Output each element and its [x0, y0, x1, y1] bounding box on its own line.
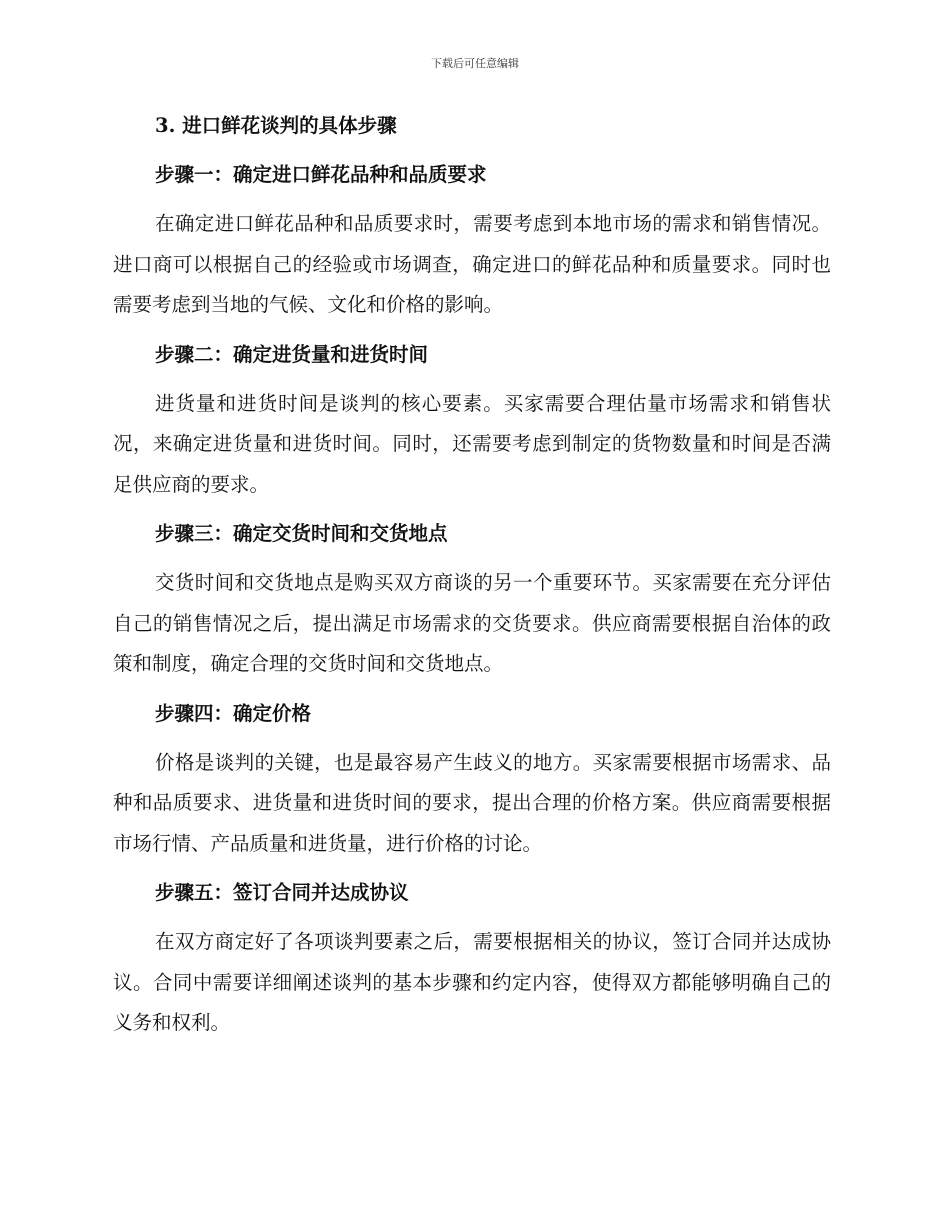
step-1-heading: 步骤一：确定进口鲜花品种和品质要求 — [155, 163, 487, 186]
step-3-paragraph: 交货时间和交货地点是购买双方商谈的另一个重要环节。买家需要在充分评估自己的销售情况之后，提出满足市场需求的交货要求。供应商需要根据自治体的政策和制度，确定合理的交货时间和交货地点。 — [113, 571, 831, 675]
step-3-heading: 步骤三：确定交货时间和交货地点 — [155, 522, 448, 545]
step-1-paragraph: 在确定进口鲜花品种和品质要求时，需要考虑到本地市场的需求和销售情况。进口商可以根据自己的经验或市场调查，确定进口的鲜花品种和质量要求。同时也需要考虑到当地的气候、文化和价格的影响。 — [113, 212, 831, 316]
document-body — [113, 112, 831, 1059]
step-4-heading: 步骤四：确定价格 — [155, 701, 312, 725]
step-2-heading: 步骤二：确定进货量和进货时间 — [155, 342, 429, 366]
step-4-paragraph: 价格是谈判的关键，也是最容易产生歧义的地方。买家需要根据市场需求、品种和品质要求、进货量和进货时间的要求，提出合理的价格方案。供应商需要根据市场行情、产品质量和进货量，进行价格的讨论。 — [113, 750, 831, 855]
section-title: 3. 进口鲜花谈判的具体步骤 — [155, 114, 397, 137]
header-note: 下载后可任意编辑 — [431, 57, 519, 70]
step-5-paragraph: 在双方商定好了各项谈判要素之后，需要根据相关的协议，签订合同并达成协议。合同中需要详细阐述谈判的基本步骤和约定内容，使得双方都能够明确自己的义务和权利。 — [113, 930, 831, 1034]
step-5-heading: 步骤五：签订合同并达成协议 — [155, 881, 409, 904]
step-2-paragraph: 进货量和进货时间是谈判的核心要素。买家需要合理估量市场需求和销售状况，来确定进货量和进货时间。同时，还需要考虑到制定的货物数量和时间是否满足供应商的要求。 — [113, 391, 831, 496]
